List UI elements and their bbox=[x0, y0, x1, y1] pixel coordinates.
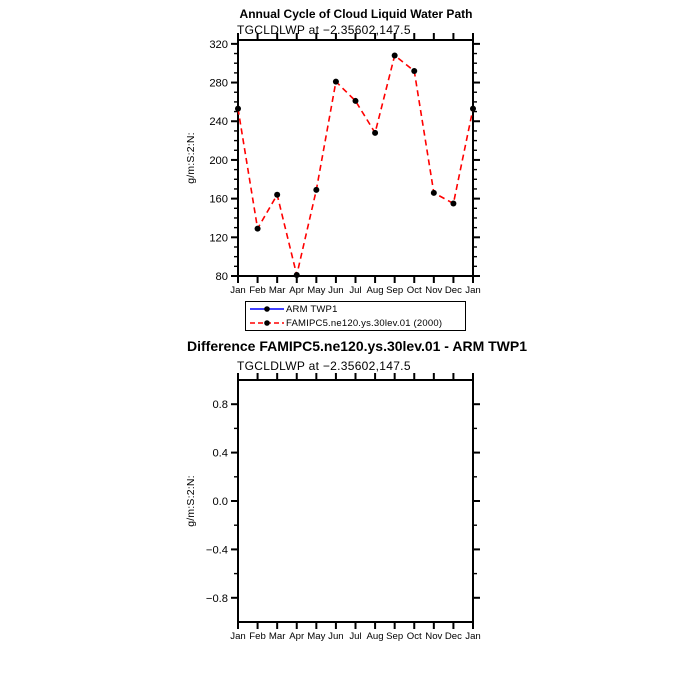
series-marker bbox=[450, 200, 456, 206]
x-tick-label: Jun bbox=[328, 631, 344, 642]
plot-frame bbox=[238, 380, 473, 622]
y-tick-label: 0.4 bbox=[212, 447, 228, 460]
x-tick-label: Jan bbox=[465, 631, 481, 642]
y-tick-label: 280 bbox=[209, 77, 228, 90]
x-tick-label: Apr bbox=[289, 285, 305, 296]
panel2-y-axis-label: g/m:S:2:N: bbox=[185, 475, 197, 527]
x-tick-label: Feb bbox=[249, 285, 266, 296]
panel1-subtitle: TGCLDLWP at −2.35602,147.5 bbox=[237, 23, 411, 37]
x-tick-label: Feb bbox=[249, 631, 266, 642]
series-marker bbox=[392, 52, 398, 58]
x-tick-label: Apr bbox=[289, 631, 305, 642]
series-marker bbox=[372, 130, 378, 136]
series-marker bbox=[431, 190, 437, 196]
y-tick-label: 240 bbox=[209, 116, 228, 129]
x-tick-label: Aug bbox=[366, 285, 384, 296]
series-marker bbox=[411, 68, 417, 74]
y-tick-label: 0.0 bbox=[212, 496, 228, 508]
x-tick-label: Jan bbox=[465, 285, 481, 296]
x-tick-label: Sep bbox=[386, 631, 404, 642]
x-tick-label: Jan bbox=[230, 285, 246, 296]
x-tick-label: Mar bbox=[268, 631, 286, 642]
x-tick-label: Dec bbox=[444, 285, 462, 296]
panel1-y-axis-label: g/m:S:2:N: bbox=[185, 132, 197, 184]
x-tick-label: Nov bbox=[425, 285, 443, 296]
panel2-title: Difference FAMIPC5.ne120.ys.30lev.01 - ARM TWP1 bbox=[186, 338, 528, 354]
y-tick-label: 200 bbox=[209, 154, 228, 167]
x-tick-label: Nov bbox=[425, 631, 443, 642]
x-tick-label: Sep bbox=[386, 285, 404, 296]
chart-panel bbox=[209, 33, 480, 296]
y-tick-label: 160 bbox=[209, 193, 228, 206]
chart-panel bbox=[206, 373, 481, 642]
panel1-title: Annual Cycle of Cloud Liquid Water Path bbox=[239, 7, 473, 21]
series-marker bbox=[353, 98, 359, 104]
legend-label-model: FAMIPC5.ne120.ys.30lev.01 (2000) bbox=[286, 317, 443, 329]
series-marker bbox=[313, 187, 319, 193]
x-tick-label: Jul bbox=[349, 631, 362, 642]
y-tick-label: −0.8 bbox=[205, 592, 228, 605]
x-tick-label: Mar bbox=[268, 285, 286, 296]
x-tick-label: Oct bbox=[406, 285, 422, 296]
series-marker bbox=[333, 79, 339, 85]
y-tick-label: 0.8 bbox=[212, 399, 228, 412]
series-marker bbox=[255, 226, 261, 232]
series-marker bbox=[235, 106, 241, 112]
x-tick-label: Jul bbox=[349, 285, 362, 296]
x-tick-label: Dec bbox=[444, 631, 462, 642]
series-marker bbox=[274, 192, 280, 198]
panel2-subtitle: TGCLDLWP at −2.35602,147.5 bbox=[237, 359, 411, 373]
y-tick-label: −0.4 bbox=[205, 544, 228, 557]
x-tick-label: May bbox=[307, 631, 326, 642]
x-tick-label: Jan bbox=[230, 631, 246, 642]
series-line bbox=[238, 55, 473, 275]
y-tick-label: 320 bbox=[209, 38, 228, 51]
x-tick-label: May bbox=[307, 285, 326, 296]
series-marker bbox=[470, 106, 476, 112]
series-marker bbox=[294, 272, 300, 278]
x-tick-label: Jun bbox=[328, 285, 344, 296]
y-tick-label: 120 bbox=[209, 232, 228, 245]
legend-label-obs: ARM TWP1 bbox=[286, 303, 338, 315]
y-tick-label: 80 bbox=[215, 271, 228, 283]
plot-frame bbox=[238, 40, 473, 276]
x-tick-label: Aug bbox=[366, 631, 384, 642]
x-tick-label: Oct bbox=[406, 631, 422, 642]
